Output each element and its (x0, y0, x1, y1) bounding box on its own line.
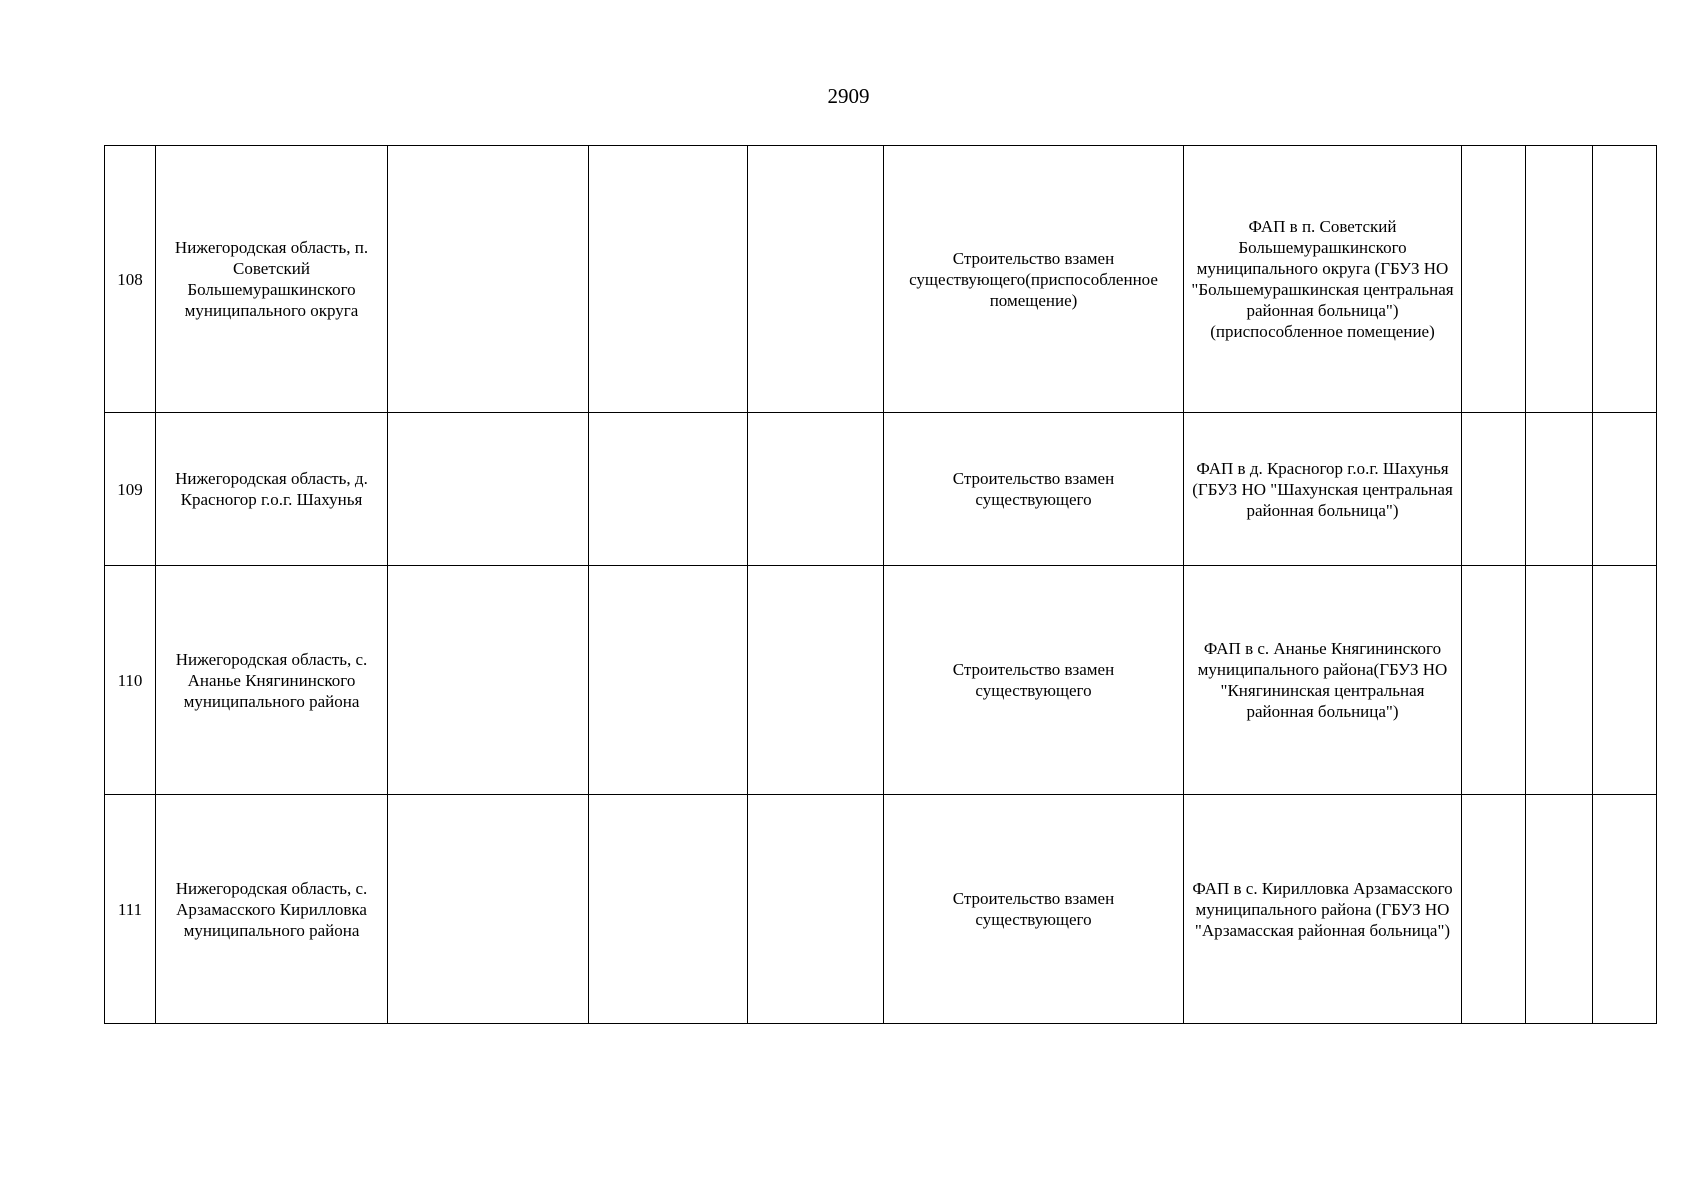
empty-cell (1526, 146, 1593, 413)
registry-table (104, 145, 1657, 1024)
empty-cell (388, 795, 589, 1024)
empty-cell (748, 413, 884, 566)
page-number: 2909 (827, 84, 870, 108)
table-row (105, 566, 1657, 795)
empty-cell (589, 146, 748, 413)
empty-cell (1462, 795, 1526, 1024)
table-row (105, 146, 1657, 413)
empty-cell (388, 146, 589, 413)
facility-cell: ФАП в с. Кирилловка Арзамасского муниципального района (ГБУЗ НО "Арзамасская районная больница") (1184, 795, 1462, 1024)
facility-cell: ФАП в п. Советский Большемурашкинского муниципального округа (ГБУЗ НО "Большемурашкинская центральная районная больница")(приспособленное помещение) (1184, 146, 1462, 413)
empty-cell (1526, 413, 1593, 566)
location-cell: Нижегородская область, п. Советский Большемурашкинского муниципального округа (156, 146, 388, 413)
location-cell: Нижегородская область, д. Красногор г.о.г. Шахунья (156, 413, 388, 566)
empty-cell (1462, 566, 1526, 795)
empty-cell (1593, 146, 1657, 413)
empty-cell (1462, 146, 1526, 413)
row-number: 108 (105, 146, 156, 413)
empty-cell (748, 566, 884, 795)
empty-cell (388, 566, 589, 795)
facility-cell: ФАП в д. Красногор г.о.г. Шахунья (ГБУЗ НО "Шахунская центральная районная больница") (1184, 413, 1462, 566)
work-type-cell: Строительство взамен существующего(приспособленное помещение) (884, 146, 1184, 413)
work-type-cell: Строительство взамен существующего (884, 413, 1184, 566)
row-number: 109 (105, 413, 156, 566)
work-type-cell: Строительство взамен существующего (884, 566, 1184, 795)
empty-cell (1593, 413, 1657, 566)
location-cell: Нижегородская область, с. Ананье Княгининского муниципального района (156, 566, 388, 795)
row-number: 111 (105, 795, 156, 1024)
row-number: 110 (105, 566, 156, 795)
empty-cell (589, 566, 748, 795)
empty-cell (388, 413, 589, 566)
empty-cell (589, 413, 748, 566)
empty-cell (1526, 566, 1593, 795)
empty-cell (1526, 795, 1593, 1024)
table-row (105, 795, 1657, 1024)
empty-cell (1462, 413, 1526, 566)
empty-cell (1593, 795, 1657, 1024)
table-row (105, 413, 1657, 566)
empty-cell (589, 795, 748, 1024)
empty-cell (1593, 566, 1657, 795)
empty-cell (748, 146, 884, 413)
facility-cell: ФАП в с. Ананье Княгининского муниципального района(ГБУЗ НО "Княгининская центральная районная больница") (1184, 566, 1462, 795)
empty-cell (748, 795, 884, 1024)
work-type-cell: Строительство взамен существующего (884, 795, 1184, 1024)
location-cell: Нижегородская область, с. Арзамасского Кирилловка муниципального района (156, 795, 388, 1024)
